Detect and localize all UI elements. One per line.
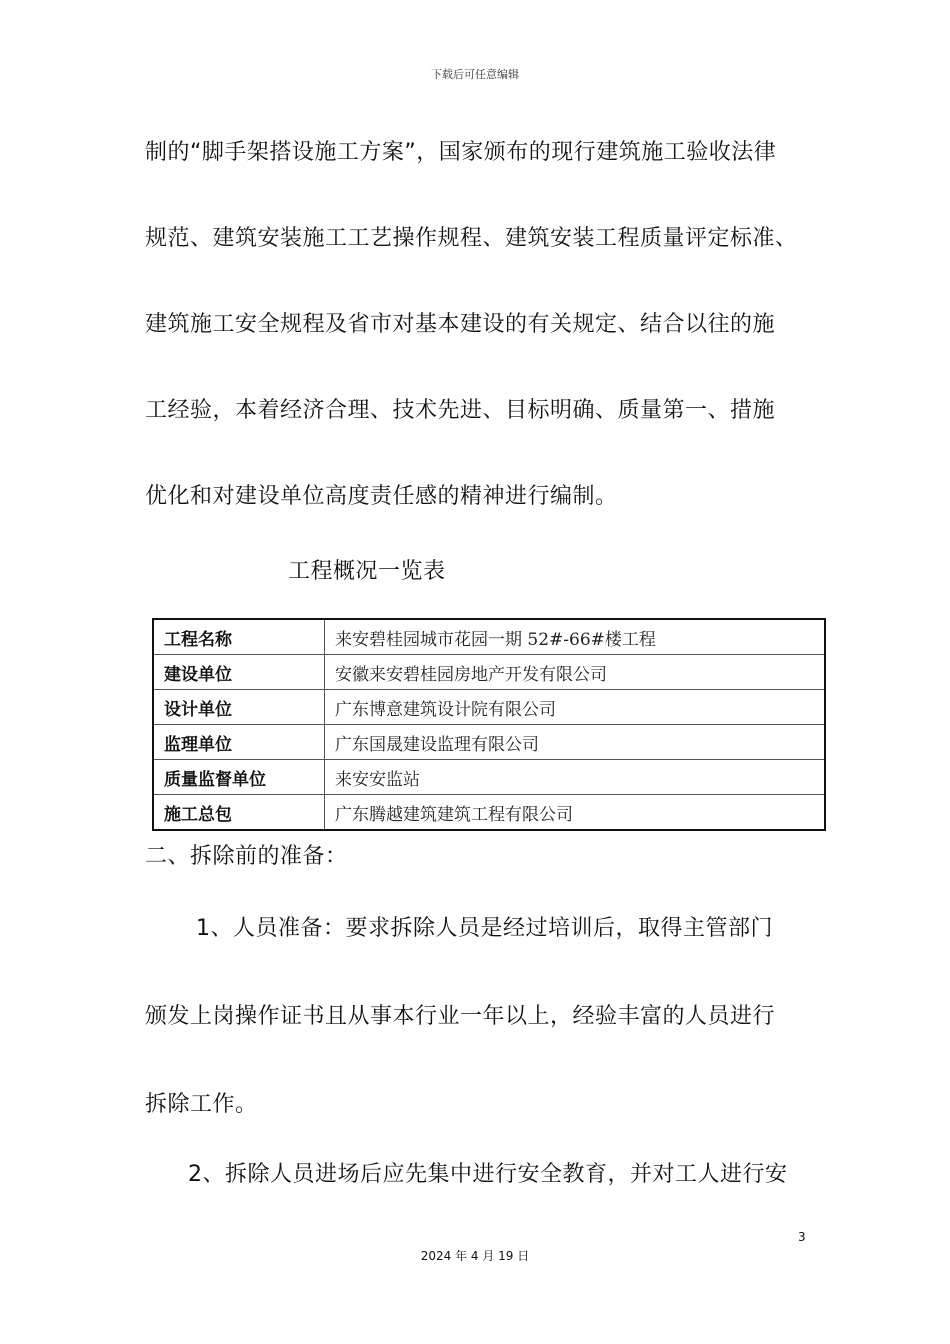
body-paragraph-line: 建筑施工安全规程及省市对基本建设的有关规定、结合以往的施	[145, 312, 776, 337]
body-paragraph-line: 制的“脚手架搭设施工方案”，国家颁布的现行建筑施工验收法律	[145, 140, 777, 165]
row-value: 广东腾越建筑建筑工程有限公司	[325, 795, 826, 831]
table-row	[153, 619, 825, 655]
row-value: 广东国晟建设监理有限公司	[325, 725, 826, 760]
project-overview-table	[152, 618, 826, 831]
row-label: 建设单位	[153, 655, 325, 690]
body-paragraph-line: 规范、建筑安装施工工艺操作规程、建筑安装工程质量评定标准、	[145, 226, 798, 251]
row-value: 来安碧桂园城市花园一期 52#-66#楼工程	[325, 619, 826, 655]
footer-date: 2024 年 4 月 19 日	[420, 1249, 530, 1263]
row-label: 施工总包	[153, 795, 325, 831]
table-row	[153, 760, 825, 795]
body-paragraph-line: 颁发上岗操作证书且从事本行业一年以上，经验丰富的人员进行	[145, 1004, 776, 1029]
page-number: 3	[798, 1230, 806, 1244]
table-row	[153, 655, 825, 690]
table-row	[153, 690, 825, 725]
row-label: 质量监督单位	[153, 760, 325, 795]
table-title: 工程概况一览表	[288, 559, 446, 584]
row-label: 监理单位	[153, 725, 325, 760]
body-paragraph-line: 2、拆除人员进场后应先集中进行安全教育，并对工人进行安	[188, 1162, 788, 1187]
page-header: 下载后可任意编辑	[431, 68, 519, 81]
section-heading: 二、拆除前的准备：	[145, 844, 348, 869]
row-value: 安徽来安碧桂园房地产开发有限公司	[325, 655, 826, 690]
body-paragraph-line: 1、人员准备：要求拆除人员是经过培训后，取得主管部门	[196, 916, 773, 941]
row-value: 广东博意建筑设计院有限公司	[325, 690, 826, 725]
row-value: 来安安监站	[325, 760, 826, 795]
table-row	[153, 795, 825, 831]
body-paragraph-line: 拆除工作。	[145, 1092, 258, 1117]
body-paragraph-line: 工经验，本着经济合理、技术先进、目标明确、质量第一、措施	[145, 398, 776, 423]
row-label: 设计单位	[153, 690, 325, 725]
row-label: 工程名称	[153, 619, 325, 655]
body-paragraph-line: 优化和对建设单位高度责任感的精神进行编制。	[145, 484, 618, 509]
table-row	[153, 725, 825, 760]
